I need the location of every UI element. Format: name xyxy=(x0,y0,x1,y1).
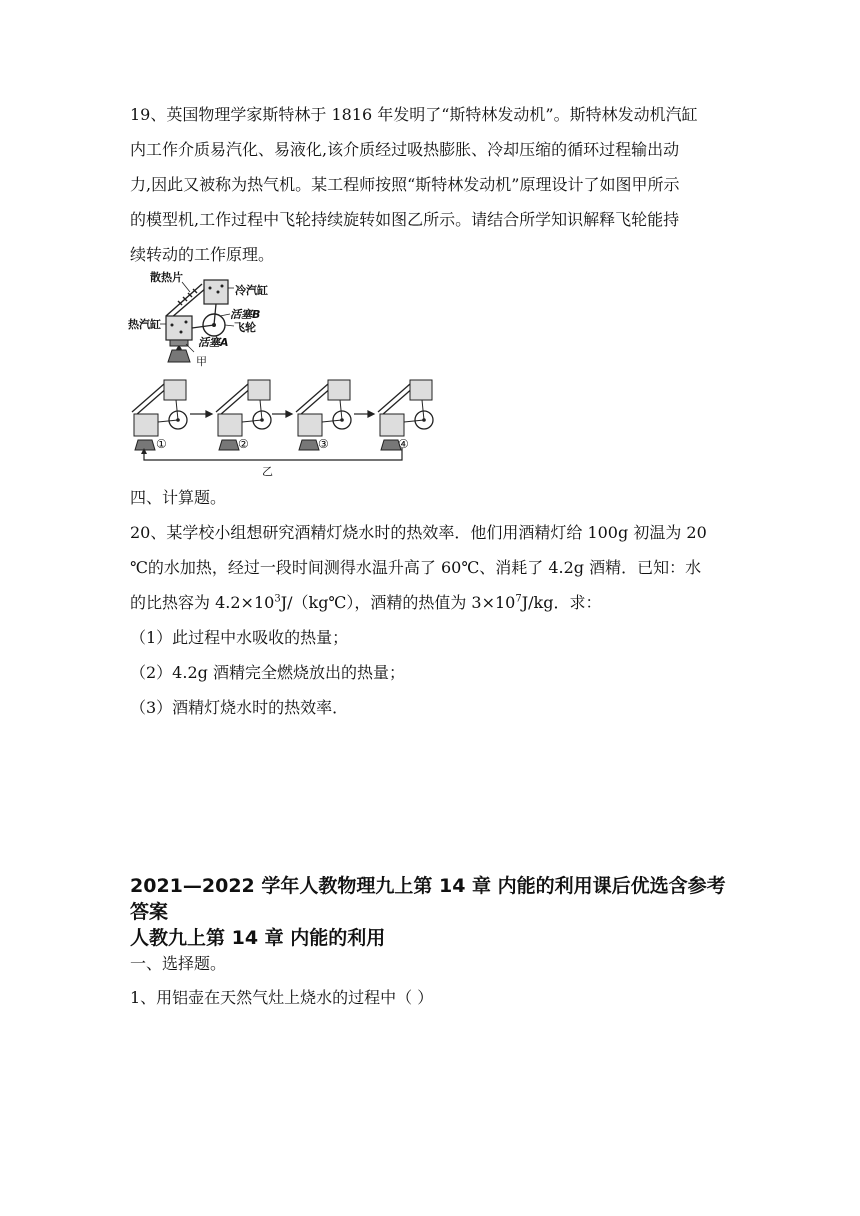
label-cooling-fins: 散热片 xyxy=(150,271,183,284)
step-4: ④ xyxy=(398,437,409,451)
label-hot-cylinder: 热汽缸 xyxy=(128,318,161,331)
answers-title-line-1: 2021—2022 学年人教物理九上第 14 章 内能的利用课后优选含参考 xyxy=(130,875,726,897)
question-19-line: 续转动的工作原理。 xyxy=(130,245,275,264)
question-20-sub-3: （3）酒精灯烧水时的热效率． xyxy=(130,698,349,717)
label-piston-b: 活塞B xyxy=(230,308,261,321)
question-20-line: 的比热容为 $4.2\times 10^3J/(kg℃)$，酒精的热值为 $3\times 10^7J/kg$．求： xyxy=(130,593,602,612)
question-1: 1、用铝壶在天然气灶上烧水的过程中（ ） xyxy=(130,988,434,1007)
question-20-sub-1: （1）此过程中水吸收的热量； xyxy=(130,628,349,647)
answers-subtitle: 人教九上第 14 章 内能的利用 xyxy=(130,927,386,949)
step-3: ③ xyxy=(318,437,329,451)
label-flywheel: 飞轮 xyxy=(234,321,256,334)
question-19-line: 的模型机,工作过程中飞轮持续旋转如图乙所示。请结合所学知识解释飞轮能持 xyxy=(130,210,680,229)
question-20-line: 20、某学校小组想研究酒精灯烧水时的热效率．他们用酒精灯给 100g 初温为 20 xyxy=(130,523,707,542)
question-20-line: ℃的水加热，经过一段时间测得水温升高了 60℃、消耗了 4.2g 酒精．已知：水 xyxy=(130,558,702,577)
step-2: ② xyxy=(238,437,249,451)
question-20 xyxy=(130,480,740,725)
label-piston-a: 活塞A xyxy=(198,336,229,349)
label-cold-cylinder: 冷汽缸 xyxy=(235,284,268,297)
section-1-heading: 一、选择题。 xyxy=(130,954,227,973)
figure-yi-caption: 乙 xyxy=(262,465,273,478)
question-20-sub-2: （2）4.2g 酒精完全燃烧放出的热量； xyxy=(130,663,405,682)
question-19-line: 内工作介质易汽化、易液化,该介质经过吸热膨胀、冷却压缩的循环过程输出动 xyxy=(130,140,680,159)
answers-title-line-2: 答案 xyxy=(130,901,169,923)
step-1: ① xyxy=(156,437,167,451)
question-19-line: 19、英国物理学家斯特林于 1816 年发明了“斯特林发动机”。斯特林发动机汽缸 xyxy=(130,105,698,124)
question-19-line: 力,因此又被称为热气机。某工程师按照“斯特林发动机”原理设计了如图甲所示 xyxy=(130,175,680,194)
figure-jia-caption: 甲 xyxy=(196,355,207,368)
question-19 xyxy=(130,97,740,272)
figure-yi-cycle xyxy=(126,374,446,466)
section-heading: 四、计算题。 xyxy=(130,488,227,507)
